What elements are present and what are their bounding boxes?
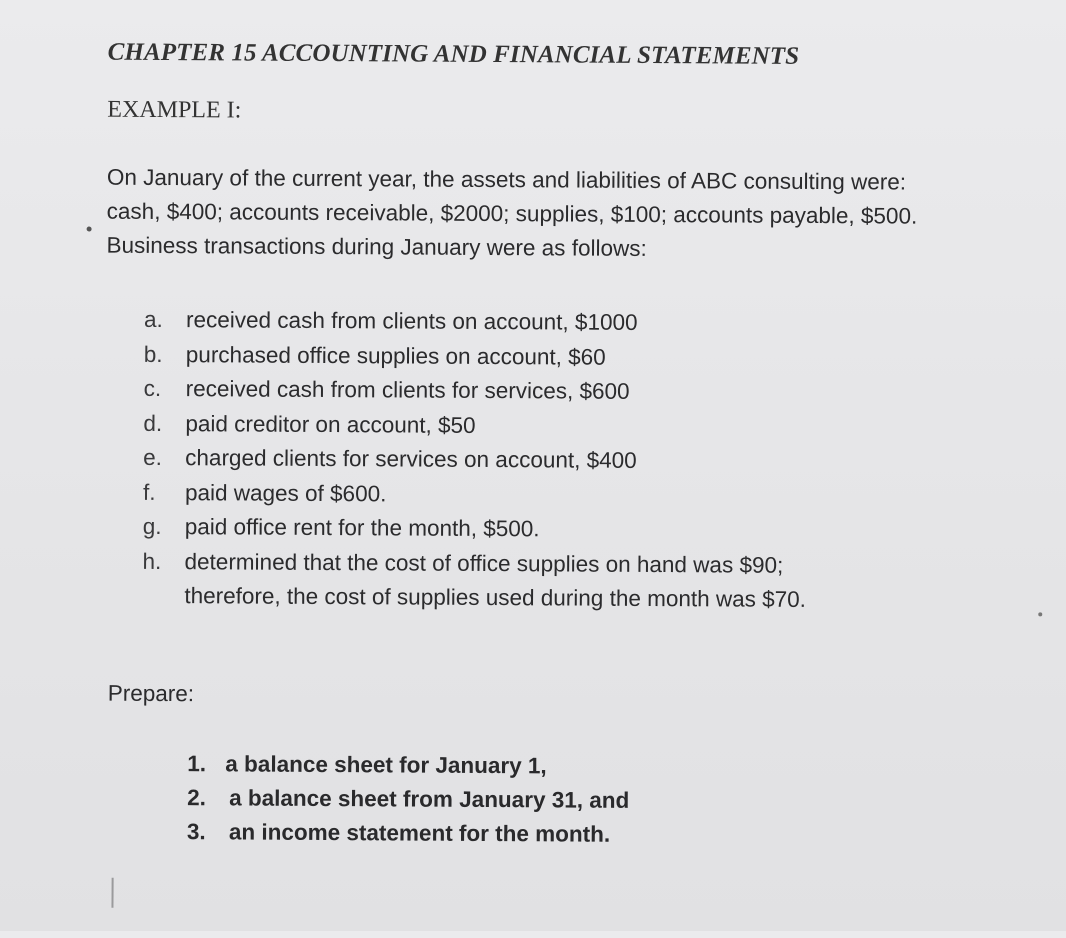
list-item <box>143 441 807 480</box>
intro-line: On January of the current year, the assets and liabilities of ABC consulting were: <box>106 164 907 195</box>
screen-speck <box>87 227 92 232</box>
transaction-text-block <box>184 545 806 618</box>
task-text: a balance sheet for January 1, <box>225 751 547 779</box>
prepare-label: Prepare: <box>107 680 195 707</box>
list-item <box>144 372 808 411</box>
list-item <box>143 510 807 549</box>
transaction-text: received cash from clients for services, $600 <box>185 376 630 404</box>
transaction-text: charged clients for services on account, $400 <box>185 445 637 473</box>
list-item <box>187 747 629 784</box>
transaction-text: purchased office supplies on account, $60 <box>185 341 606 370</box>
intro-line: cash, $400; accounts receivable, $2000; supplies, $100; accounts payable, $500. <box>106 198 918 229</box>
task-text: a balance sheet from January 31, and <box>229 785 630 813</box>
transaction-text: paid wages of $600. <box>184 479 387 506</box>
intro-paragraph <box>106 161 1047 269</box>
list-item <box>187 781 629 818</box>
task-number: 3. <box>186 819 206 845</box>
text-cursor <box>111 878 113 908</box>
list-marker: h. <box>142 548 162 574</box>
list-item <box>144 337 808 376</box>
list-marker: f. <box>142 479 156 505</box>
list-marker: b. <box>143 341 163 367</box>
list-item <box>143 475 807 514</box>
list-marker: e. <box>143 444 163 470</box>
transaction-list <box>142 303 808 618</box>
list-marker: g. <box>142 513 162 539</box>
list-item <box>143 406 807 445</box>
chapter-title: CHAPTER 15 ACCOUNTING AND FINANCIAL STATEMENTS <box>107 38 800 70</box>
task-number: 2. <box>187 785 206 811</box>
transaction-text: determined that the cost of office supplies on hand was $90; <box>184 548 784 578</box>
list-item <box>144 303 808 342</box>
intro-line: Business transactions during January were as follows: <box>106 232 647 261</box>
task-list <box>187 747 630 852</box>
transaction-text: paid office rent for the month, $500. <box>184 514 540 542</box>
screen-speck <box>1038 612 1042 616</box>
list-marker: d. <box>143 410 163 436</box>
transaction-text: received cash from clients on account, $1000 <box>185 307 638 335</box>
transaction-text: paid creditor on account, $50 <box>185 410 476 438</box>
list-marker: c. <box>143 375 162 401</box>
transaction-text-continued: therefore, the cost of supplies used during the month was $70. <box>184 583 807 612</box>
example-heading: EXAMPLE I: <box>107 96 242 124</box>
list-item <box>187 815 629 852</box>
list-marker: a. <box>143 306 163 333</box>
list-item <box>142 544 806 617</box>
task-text: an income statement for the month. <box>228 819 611 847</box>
task-number: 1. <box>187 751 207 777</box>
